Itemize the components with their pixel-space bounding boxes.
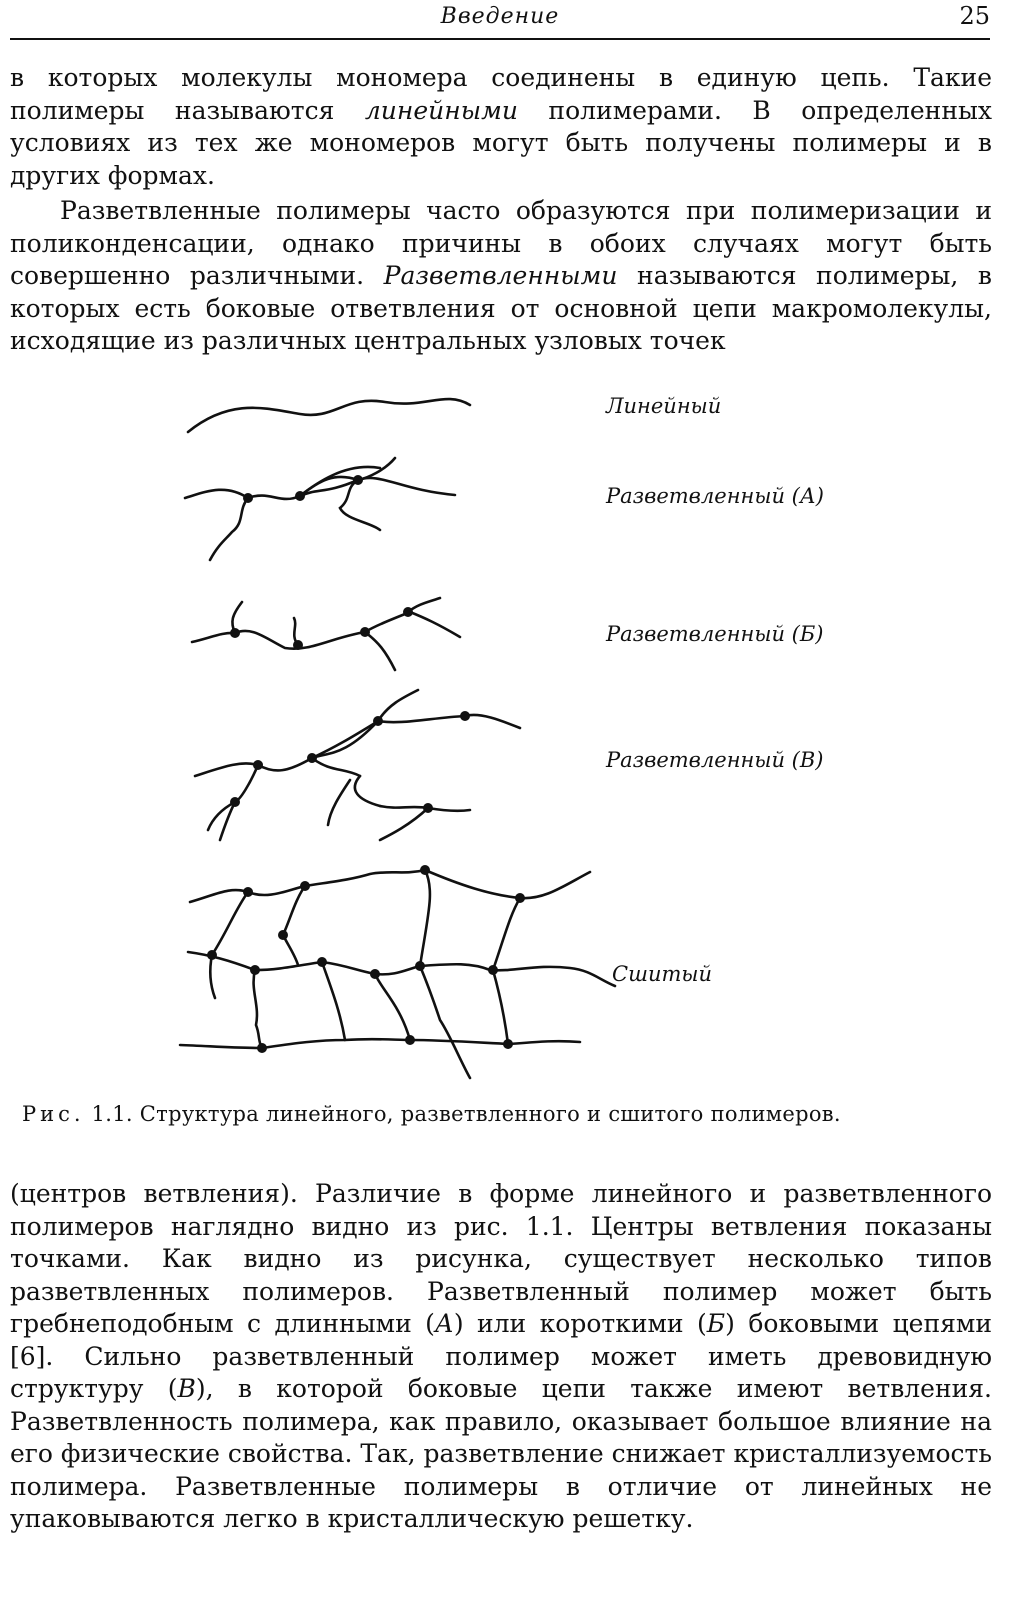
paragraph-3-text-d: ), в которой боковые цепи также имеют ветвления. Разветвленность полимера, как правило, оказывает большое влияние на его физические свойства. Так, разветвление снижает кристаллизуемость полимера. Разветвленные полимеры в отличие от линейных не упаковываются легко в кристаллическую решетку. bbox=[10, 1374, 992, 1533]
branch-point bbox=[230, 797, 240, 807]
branch-point bbox=[515, 893, 525, 903]
branch-point bbox=[207, 950, 217, 960]
branched-a-structure bbox=[185, 458, 455, 560]
branch-point bbox=[278, 930, 288, 940]
branch-point bbox=[250, 965, 260, 975]
branch-point bbox=[307, 753, 317, 763]
branch-point bbox=[293, 640, 303, 650]
linear-chain bbox=[188, 399, 470, 432]
caption-text: 1.1. Структура линейного, разветвленного и сшитого полимеров. bbox=[84, 1102, 841, 1126]
paragraph-3-text-b: ) или короткими ( bbox=[453, 1309, 707, 1338]
label-branched-b: Разветвленный (Б) bbox=[606, 622, 824, 646]
label-crosslinked: Сшитый bbox=[612, 962, 713, 986]
term-linear: линейными bbox=[364, 95, 518, 125]
paragraph-2 bbox=[10, 195, 992, 358]
branch-point bbox=[420, 865, 430, 875]
paragraph-1 bbox=[10, 62, 992, 192]
paragraph-1-text-b: полимерами. В определенных условиях из тех же мономеров могут быть получены полимеры и в других формах. bbox=[10, 95, 992, 190]
branch-point bbox=[370, 969, 380, 979]
branch-point bbox=[243, 493, 253, 503]
paragraph-3 bbox=[10, 1178, 992, 1536]
label-branched-v: Разветвленный (В) bbox=[606, 748, 824, 772]
branch-point bbox=[230, 628, 240, 638]
branch-point bbox=[243, 887, 253, 897]
branch-point bbox=[295, 491, 305, 501]
branch-point bbox=[257, 1043, 267, 1053]
crosslinked-structure bbox=[180, 870, 615, 1078]
branched-v-structure bbox=[195, 690, 520, 840]
ref-a: А bbox=[434, 1309, 454, 1338]
page-number: 25 bbox=[959, 2, 990, 30]
branch-point bbox=[317, 957, 327, 967]
paragraph-3-text-a: (центров ветвления). Различие в форме линейного и разветвленного полимеров наглядно видно из рис. 1.1. Центры ветвления показаны точками. Как видно из рисунка, существует несколько типов разветвленных полимеров. Разветвленный полимер может быть гребнеподобным с длинными ( bbox=[10, 1179, 992, 1338]
figure-1-1 bbox=[170, 380, 870, 1090]
caption-prefix: Рис. bbox=[22, 1102, 85, 1126]
branch-point bbox=[405, 1035, 415, 1045]
running-title: Введение bbox=[440, 4, 560, 29]
branch-point bbox=[353, 475, 363, 485]
branch-point bbox=[460, 711, 470, 721]
term-branched: Разветвленными bbox=[383, 261, 618, 290]
branch-point bbox=[253, 760, 263, 770]
label-branched-a: Разветвленный (А) bbox=[606, 484, 824, 508]
branch-point bbox=[488, 965, 498, 975]
page-header bbox=[10, 0, 990, 40]
figure-caption bbox=[22, 1102, 992, 1126]
ref-v: В bbox=[177, 1374, 196, 1403]
branch-point bbox=[423, 803, 433, 813]
branch-point bbox=[360, 627, 370, 637]
branch-point bbox=[403, 607, 413, 617]
label-linear: Линейный bbox=[606, 394, 722, 418]
branch-point bbox=[415, 961, 425, 971]
paragraph-2-text-a: Разветвленные полимеры часто образуются при полимеризации и поликонденсации, однако причины в обоих случаях могут быть совершенно различными. bbox=[10, 196, 992, 290]
paragraph-1-text-a: в которых молекулы мономера соединены в единую цепь. Такие полимеры называются bbox=[10, 63, 992, 125]
branch-point bbox=[373, 716, 383, 726]
branch-point bbox=[300, 881, 310, 891]
paragraph-2-text-b: называются полимеры, в которых есть боковые ответвления от основной цепи макромолекулы, исходящие из различных центральных узловых точек bbox=[10, 261, 992, 355]
ref-b: Б bbox=[706, 1309, 726, 1338]
branch-point bbox=[503, 1039, 513, 1049]
paragraph-3-text-c: ) боковыми цепями [6]. Сильно разветвленный полимер может иметь древовидную структуру ( bbox=[10, 1309, 993, 1403]
